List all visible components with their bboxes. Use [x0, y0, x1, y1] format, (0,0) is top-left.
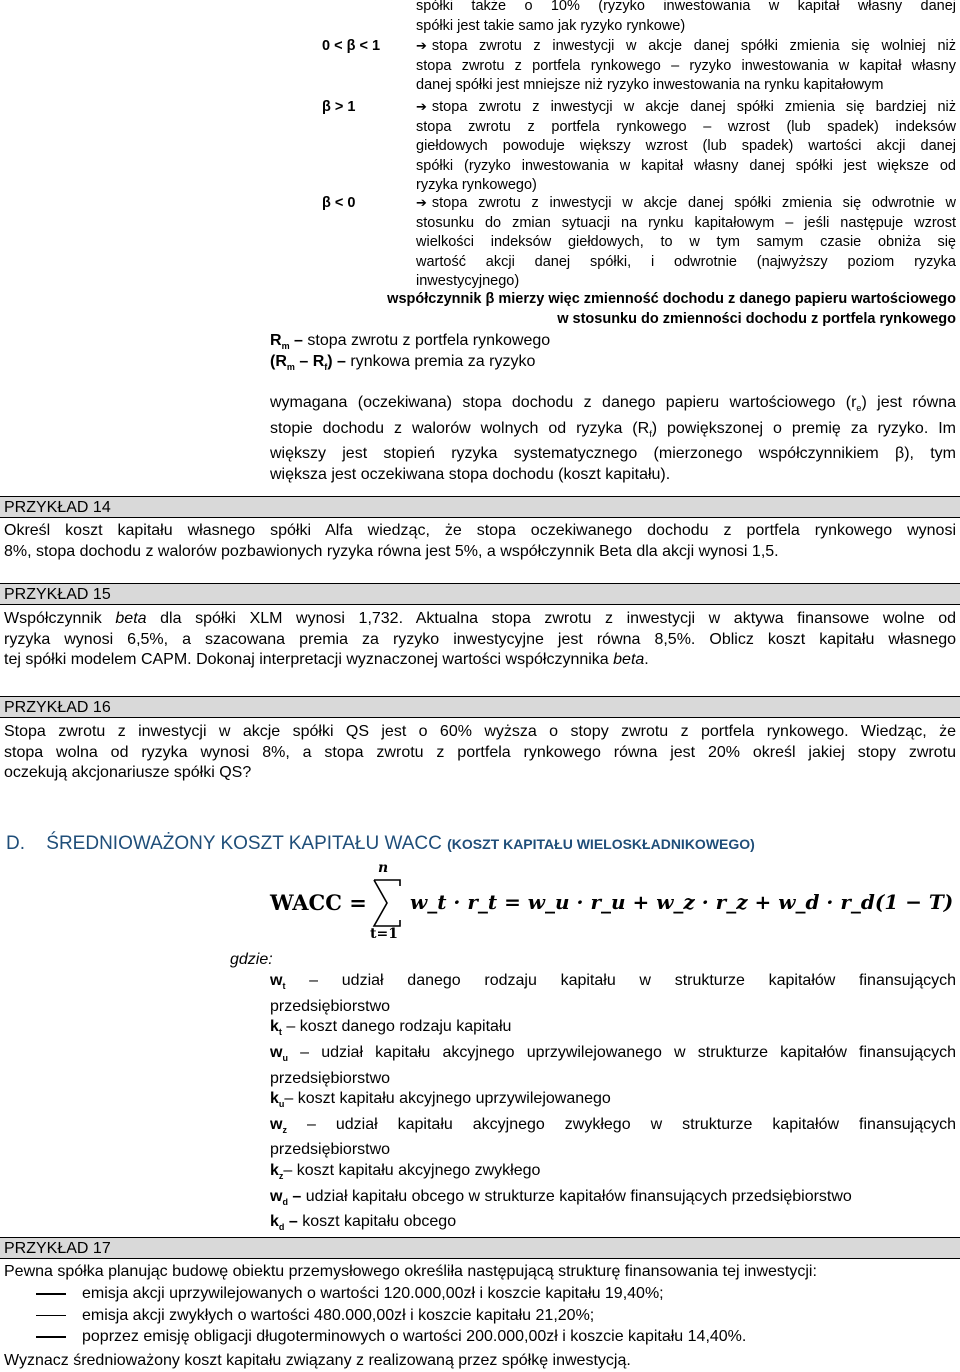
- example-14-header: PRZYKŁAD 14: [0, 496, 960, 518]
- beta-case-low-label: 0 < β < 1: [322, 38, 381, 54]
- dash-bullet: [36, 1315, 66, 1317]
- beta-case-negative-text: ➔ stopa zwrotu z inwestycji w akcje danej spółki zmienia się odwrotnie w stosunku do zmian sytuacji na rynku kapitałowym – jeśli następuje wzrost wielkości indeksów giełdowych, to w tym samym czasie obniża się wartość akcji danej spółki, i odwrotnie (najwyższy poziom ryzyka inwestycyjnego): [416, 195, 956, 289]
- beta-case-high-label: β > 1: [322, 99, 356, 115]
- dash-bullet: [36, 1336, 66, 1338]
- wacc-definitions: $w_t$ – udział danego rodzaju kapitału w strukturze kapitałów finansujących przedsiębiorstwo $k_t$ – koszt danego rodzaju kapitału $w_u$ – udział kapitału akcyjnego uprzywilejowanego w strukturze kapitałów finansujących przedsiębiorstwo $k_u-$ koszt kapitału akcyjnego uprzywilejowanego $w_z$ – udział kapitału akcyjnego zwykłego w strukturze kapitałów finansujących przedsiębiorstwo $k_z-$ koszt kapitału akcyjnego zwykłego $w_d$ – udział kapitału obcego w strukturze kapitałów finansujących przedsiębiorstwo $k_d$ – koszt kapitału obcego: [270, 971, 956, 1238]
- sigma-icon: [372, 878, 402, 928]
- wacc-formula-rhs: w_t · r_t = w_u · r_u + w_z · r_z + w_d · r_d(1 − T): [410, 890, 954, 914]
- example-15-text: Współczynnik beta dla spółki XLM wynosi 1,732. Aktualna stopa zwrotu z inwestycji w aktywa finansowe wolne od ryzyka wynosi 6,5%, a szacowana premia za ryzyko inwestycyjne jest równa 8,5%. Oblicz koszt kapitału własnego tej spółki modelem CAPM. Dokonaj interpretacji wyznaczonej wartości współczynnika beta.: [4, 610, 957, 668]
- beta-summary-line-2: w stosunku do zmienności dochodu z portfela rynkowego: [557, 311, 956, 327]
- beta-summary-line-1: współczynnik β mierzy więc zmienność dochodu z danego papieru wartościowego: [387, 291, 956, 307]
- summation-sign: [372, 878, 402, 928]
- definition-wd: $w_d$ – udział kapitału obcego w strukturze kapitałów finansujących przedsiębiorstwo: [270, 1187, 852, 1207]
- where-label: gdzie:: [230, 951, 273, 968]
- arrow-right-icon: ➔: [416, 39, 427, 54]
- capm-note: wymagana (oczekiwana) stopa dochodu z danego papieru wartościowego $(r_e)$ jest równa stopie dochodu z walorów wolnych od ryzyka $(R_f)$ powiększonej o premię za ryzyko. Im większy jest stopień ryzyka systematycznego (mierzonego współczynnikiem β), tym większa jest oczekiwana stopa dochodu (koszt kapitału).: [270, 394, 957, 483]
- list-item: poprzez emisję obligacji długoterminowych o wartości 200.000,00zł i koszcie kapitału 14,40%.: [36, 1327, 956, 1348]
- definition-kd: $k_d$ – koszt kapitału obcego: [270, 1213, 457, 1233]
- beta-case-high-text: ➔ stopa zwrotu z inwestycji w akcje danej spółki zmienia się bardziej niż stopa zwrotu z portfela rynkowego – wzrost (lub spadek) indeksów giełdowych powoduje większy wzrost (lub spadek) wartości akcji danej spółki (ryzyko inwestowania w kapitał własny danej spółki jest większe od ryzyka rynkowego): [416, 99, 956, 193]
- example-17-intro: Pewna spółka planując budowę obiektu przemysłowego określiła następującą strukturę finansowania tej inwestycji:: [4, 1263, 817, 1280]
- beta-case-negative-label: β < 0: [322, 195, 356, 211]
- rm-definition: $R_m$ – stopa zwrotu z portfela rynkowego: [270, 332, 551, 352]
- example-15-header: PRZYKŁAD 15: [0, 583, 960, 605]
- example-16-header: PRZYKŁAD 16: [0, 696, 960, 718]
- definition-wt: $w_t$ – udział danego rodzaju kapitału w strukturze kapitałów finansujących: [270, 972, 956, 992]
- example-16-text: Stopa zwrotu z inwestycji w akcje spółki QS jest o 60% wyższa o stopy zwrotu z portfela rynkowego. Wiedząc, że stopa wolna od ryzyka wynosi 8%, a stopa zwrotu z portfela rynkowego równa jest 20% określ jakiej stopy zwrotu oczekują akcjonariusze spółki QS?: [4, 723, 956, 781]
- definition-wu: $w_u$ – udział kapitału akcyjnego uprzywilejowanego w strukturze kapitałów finansujących: [270, 1043, 956, 1064]
- premium-definition: $(R_m - R_f)$ – rynkowa premia za ryzyko: [270, 353, 536, 373]
- wacc-heading: D. ŚREDNIOWAŻONY KOSZT KAPITAŁU WACC (KOSZT KAPITAŁU WIELOSKŁADNIKOWEGO): [6, 833, 755, 854]
- beta-case-low-text: ➔ stopa zwrotu z inwestycji w akcje danej spółki zmienia się wolniej niż stopa zwrotu z portfela rynkowego – ryzyko inwestowania w kapitał własny danej spółki jest mniejsze niż ryzyko inwestowania na rynku kapitałowym: [416, 38, 956, 93]
- list-item: emisja akcji uprzywilejowanych o wartości 120.000,00zł i koszcie kapitału 19,40%;: [36, 1284, 956, 1305]
- definition-wz: $w_z$ – udział kapitału akcyjnego zwykłego w strukturze kapitałów finansujących: [270, 1115, 956, 1135]
- list-item: emisja akcji zwykłych o wartości 480.000,00zł i koszcie kapitału 21,20%;: [36, 1306, 956, 1327]
- example-17-header: PRZYKŁAD 17: [0, 1237, 960, 1259]
- arrow-right-icon: ➔: [416, 196, 427, 211]
- example-14-text: Określ koszt kapitału własnego spółki Alfa wiedząc, że stopa oczekiwanego dochodu z portfela rynkowego wynosi 8%, stopa dochodu z walorów pozbawionych ryzyka równa jest 5%, a współczynnik Beta dla akcji wynosi 1,5.: [4, 522, 956, 560]
- definition-ku: $k_u-$ koszt kapitału akcyjnego uprzywilejowanego: [270, 1090, 611, 1110]
- definition-kt: $k_t$ – koszt danego rodzaju kapitału: [270, 1018, 512, 1038]
- definition-kz: $k_z-$ koszt kapitału akcyjnego zwykłego: [270, 1161, 541, 1182]
- beta-continuation-line-1: spółki także o 10% (ryzyko inwestowania w kapitał własny danej: [416, 0, 956, 14]
- beta-continuation-line-2: spółki jest takie samo jak ryzyko rynkowe): [416, 18, 686, 34]
- arrow-right-icon: ➔: [416, 100, 427, 115]
- example-17-closing: Wyznacz średnioważony koszt kapitału związany z realizowaną przez spółkę inwestycją.: [4, 1352, 631, 1369]
- example-17-list: [36, 1284, 956, 1348]
- dash-bullet: [36, 1293, 66, 1295]
- wacc-formula: WACC = n t=1 w_t · r_t = w_u · r_u + w_z · r_z + w_d · r_d(1 − T): [270, 860, 954, 942]
